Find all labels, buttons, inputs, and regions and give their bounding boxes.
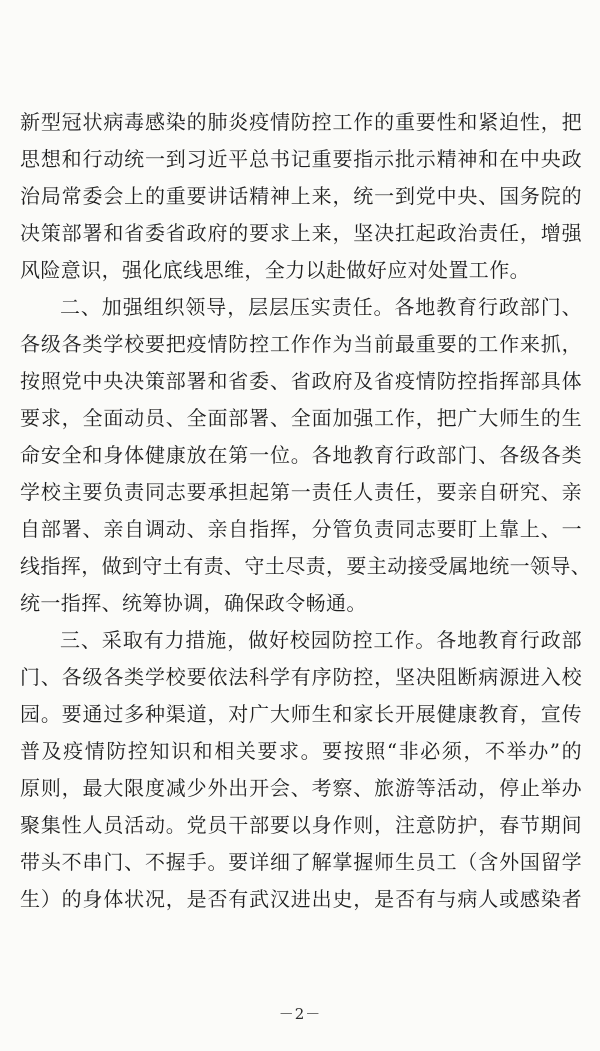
text-line: 园。要通过多种渠道，对广大师生和家长开展健康教育，宣传 (20, 702, 582, 726)
text-line: 门、各级各类学校要依法科学有序防控，坚决阻断病源进入校 (20, 665, 582, 689)
text-line: 决策部署和省委省政府的要求上来，坚决扛起政治责任，增强 (20, 221, 582, 245)
text-line: 按照党中央决策部署和省委、省政府及省疫情防控指挥部具体 (20, 369, 582, 393)
text-line: 聚集性人员活动。党员干部要以身作则，注意防护，春节期间 (20, 813, 582, 837)
text-line: 新型冠状病毒感染的肺炎疫情防控工作的重要性和紧迫性，把 (20, 110, 582, 134)
text-line: 生）的身体状况，是否有武汉进出史，是否有与病人或感染者 (20, 887, 582, 911)
text-line: 要求，全面动员、全面部署、全面加强工作，把广大师生的生 (20, 406, 582, 430)
text-line: 三、采取有力措施，做好校园防控工作。各地教育行政部 (60, 628, 582, 652)
text-line: 带头不串门、不握手。要详细了解掌握师生员工（含外国留学 (20, 850, 582, 874)
page-number: －2－ (278, 1005, 322, 1023)
text-line: 命安全和身体健康放在第一位。各地教育行政部门、各级各类 (20, 443, 582, 467)
text-line: 各级各类学校要把疫情防控工作作为当前最重要的工作来抓， (20, 332, 582, 356)
paragraph-continuation (20, 104, 582, 289)
text-line: 治局常委会上的重要讲话精神上来，统一到党中央、国务院的 (20, 184, 582, 208)
paragraph-section-three (20, 622, 582, 918)
text-line: 自部署、亲自调动、亲自指挥，分管负责同志要盯上靠上、一 (20, 517, 582, 541)
text-line: 原则，最大限度减少外出开会、考察、旅游等活动，停止举办 (20, 776, 582, 800)
text-line: 二、加强组织领导，层层压实责任。各地教育行政部门、 (60, 295, 582, 319)
text-line: 学校主要负责同志要承担起第一责任人责任，要亲自研究、亲 (20, 480, 582, 504)
text-line: 风险意识，强化底线思维，全力以赴做好应对处置工作。 (20, 258, 530, 282)
body-text (20, 104, 592, 918)
text-line: 普及疫情防控知识和相关要求。要按照“非必须，不举办”的 (20, 739, 582, 763)
text-line: 统一指挥、统筹协调，确保政令畅通。 (20, 591, 367, 615)
paragraph-section-two (20, 289, 592, 622)
text-line: 思想和行动统一到习近平总书记重要指示批示精神和在中央政 (20, 147, 582, 171)
text-line: 线指挥，做到守土有责、守土尽责，要主动接受属地统一领导、 (20, 554, 592, 578)
